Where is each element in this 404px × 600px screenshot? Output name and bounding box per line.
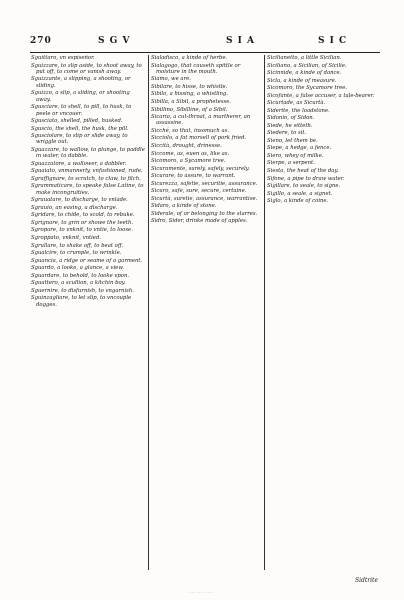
dictionary-entry: Sguinzagliare, to let slip, to vncouple dogges.: [31, 295, 132, 308]
dictionary-entry: Sguancia, a ridge or seame of a garment.: [31, 257, 143, 264]
running-head-col1: S G V: [98, 36, 131, 46]
dictionary-entry: Sicurtà, suretie, assurance, warrantise.: [151, 195, 258, 202]
dictionary-entry: Sgrignare, to grin or showe the teeth.: [31, 219, 134, 226]
running-head-col3: S I C: [318, 36, 348, 46]
dictionary-entry: Sicario, a cut-throat, a murtherer, an assassine.: [151, 114, 251, 127]
dictionary-entry: Siedere, to sit.: [267, 130, 307, 137]
column-divider-1: [148, 55, 149, 570]
dictionary-entry: Sgrullare, to shake off, to beat off.: [31, 242, 124, 249]
dictionary-entry: Sifone, a pipe to draw water.: [267, 175, 345, 182]
dictionary-entry: Siero, whey of milke.: [267, 152, 324, 159]
dictionary-entry: Sgropare, to vnknit, to vntie, to loose.: [31, 227, 133, 234]
dictionary-entry: Sieno, let them be.: [267, 137, 318, 144]
dictionary-entry: Sgrauio, an easing, a discharge.: [31, 204, 118, 211]
dictionary-entry: Siamo, we are.: [151, 76, 191, 83]
dictionary-entry: Sicuro, safe, sure, secure, certaine.: [151, 188, 247, 195]
dictionary-entry: Sgridare, to chide, to scold, to rebuke.: [31, 212, 135, 219]
dictionary-entry: Sicurezza, safetie, securitie, assurance.: [151, 180, 258, 187]
dictionary-entry: Sicciolo, a fat morsell of pork fried.: [151, 135, 247, 142]
dictionary-entry: Sguizzante, a slipping, a shooting, or sliding.: [31, 76, 131, 89]
dictionary-entry: Siciliano, a Sicilian, of Sicilie.: [267, 62, 347, 69]
dictionary-entry: Sguittaro, vn espiseñor.: [31, 55, 95, 61]
dictionary-entry: Siderite, the loadstone.: [267, 107, 330, 114]
dictionary-entry: Siccome, as, euen as, like as.: [151, 150, 230, 157]
dictionary-entry: Siglo, a kinde of coine.: [267, 198, 329, 205]
signature-mark: ............: [187, 589, 215, 594]
dictionary-entry: Sicurtade, as Sicurtà.: [267, 100, 326, 107]
dictionary-entry: Sguattero, a scullion, a kitchin boy.: [31, 280, 126, 287]
dictionary-entry: Sierpe, a serpent.: [267, 160, 315, 167]
dictionary-column-2: [151, 55, 262, 573]
dictionary-entry: Sgroppato, vnknit, vntied.: [31, 234, 102, 241]
dictionary-entry: Sicomoro, a Sycamore tree.: [151, 158, 226, 165]
dictionary-entry: Sibillino, Sibilline, of a Sibil.: [151, 106, 228, 113]
dictionary-entry: Sguazzatore, a wallower, a dabbler.: [31, 160, 127, 167]
dictionary-entry: Sibilo, a hissing, a whistling.: [151, 91, 229, 98]
catchword: Sidtrite: [354, 577, 378, 584]
dictionary-entry: Sguernire, to disfurnish, to vngarnish.: [31, 287, 134, 294]
dictionary-entry: Sidro, Sider, drinke made of apples.: [151, 218, 248, 225]
dictionary-entry: Sicofante, a false accuser, a tale-bearer.: [267, 92, 375, 99]
dictionary-entry: Sialagogo, that causeth spittle or moisture in the mouth.: [151, 62, 241, 75]
dictionary-entry: Sguazzare, to wallow, to plunge, to paddle in water, to dabble.: [31, 146, 145, 160]
dictionary-entry: Sguscio, the shell, the husk, the pill.: [31, 125, 129, 132]
dictionary-entry: Sicla, a kinde of measure.: [267, 77, 337, 84]
dictionary-entry: Siccità, drought, drinesse.: [151, 143, 222, 149]
dictionary-entry: Sguizzo, a slip, a sliding, or shooting away.: [31, 90, 130, 103]
dictionary-entry: Sibilla, a Sibil, a prophetesse.: [151, 99, 232, 105]
dictionary-entry: Sgusciolare, to slip or slide away, to wriggle out.: [31, 133, 128, 146]
dictionary-entry: Sgualcire, to crumple, to wrinkle.: [31, 250, 122, 257]
dictionary-entry: Sicurare, to assure, to warrant.: [151, 173, 236, 180]
dictionary-entry: Sgusciare, to shell, to pill, to husk, to peele or vncouer.: [31, 104, 132, 117]
dictionary-entry: Sgusciato, shelled, pilled, husked.: [31, 118, 123, 125]
dictionary-entry: Sicinnide, a kinde of dance.: [267, 70, 342, 77]
dictionary-entry: Sicché, so that, insomuch as.: [151, 127, 230, 134]
dictionary-entry: Sguardo, a looke, a glance, a view.: [31, 265, 124, 272]
dictionary-entry: Sigillo, a seale, a signet.: [267, 190, 333, 197]
dictionary-entry: Sigillare, to seale, to signe.: [267, 183, 341, 190]
dictionary-entry: Sguardare, to behold, to looke vpon.: [31, 272, 130, 279]
dictionary-entry: Sicuramente, surely, safely, securely.: [151, 165, 250, 172]
dictionary-entry: Siede, he sitteth.: [267, 122, 313, 129]
dictionary-entry: Siepe, a hedge, a fence.: [267, 145, 332, 152]
running-head-col2: S I A: [226, 36, 255, 46]
dictionary-entry: Sguizzare, to slip aside, to shoot away, to put off, to come or vanish away.: [31, 62, 142, 75]
header-rule: [30, 52, 380, 53]
dictionary-entry: Sialadisco, a kinde of herbe.: [151, 55, 228, 61]
dictionary-entry: Siderale, of or belonging to the starres.: [151, 210, 258, 217]
dictionary-entry: Sibilare, to hisse, to whistle.: [151, 83, 228, 90]
dictionary-entry: Sicilianetto, a little Sicilian.: [267, 55, 342, 61]
column-divider-2: [264, 55, 265, 570]
dictionary-entry: Sidonio, of Sidon.: [267, 115, 315, 122]
dictionary-column-3: [267, 55, 380, 573]
page-header: [30, 36, 378, 50]
page-number: 270: [30, 36, 52, 46]
dictionary-entry: Sgraffignare, to scratch, to claw, to filch.: [31, 175, 141, 182]
dictionary-entry: Sguaiato, vnmannerly, vnfashioned, rude.: [31, 168, 143, 175]
dictionary-entry: Siesta, the heat of the day.: [267, 167, 339, 174]
dictionary-entry: Sicomoro, the Sycamore tree.: [267, 85, 348, 92]
dictionary-entry: Sgrammaticare, to speake false Latine, to make incongruities.: [31, 183, 144, 196]
dictionary-entry: Sgrauatare, to discharge, to vnlade.: [31, 197, 128, 204]
dictionary-entry: Sidaro, a kinde of stone.: [151, 203, 217, 210]
dictionary-column-1: [31, 55, 146, 573]
